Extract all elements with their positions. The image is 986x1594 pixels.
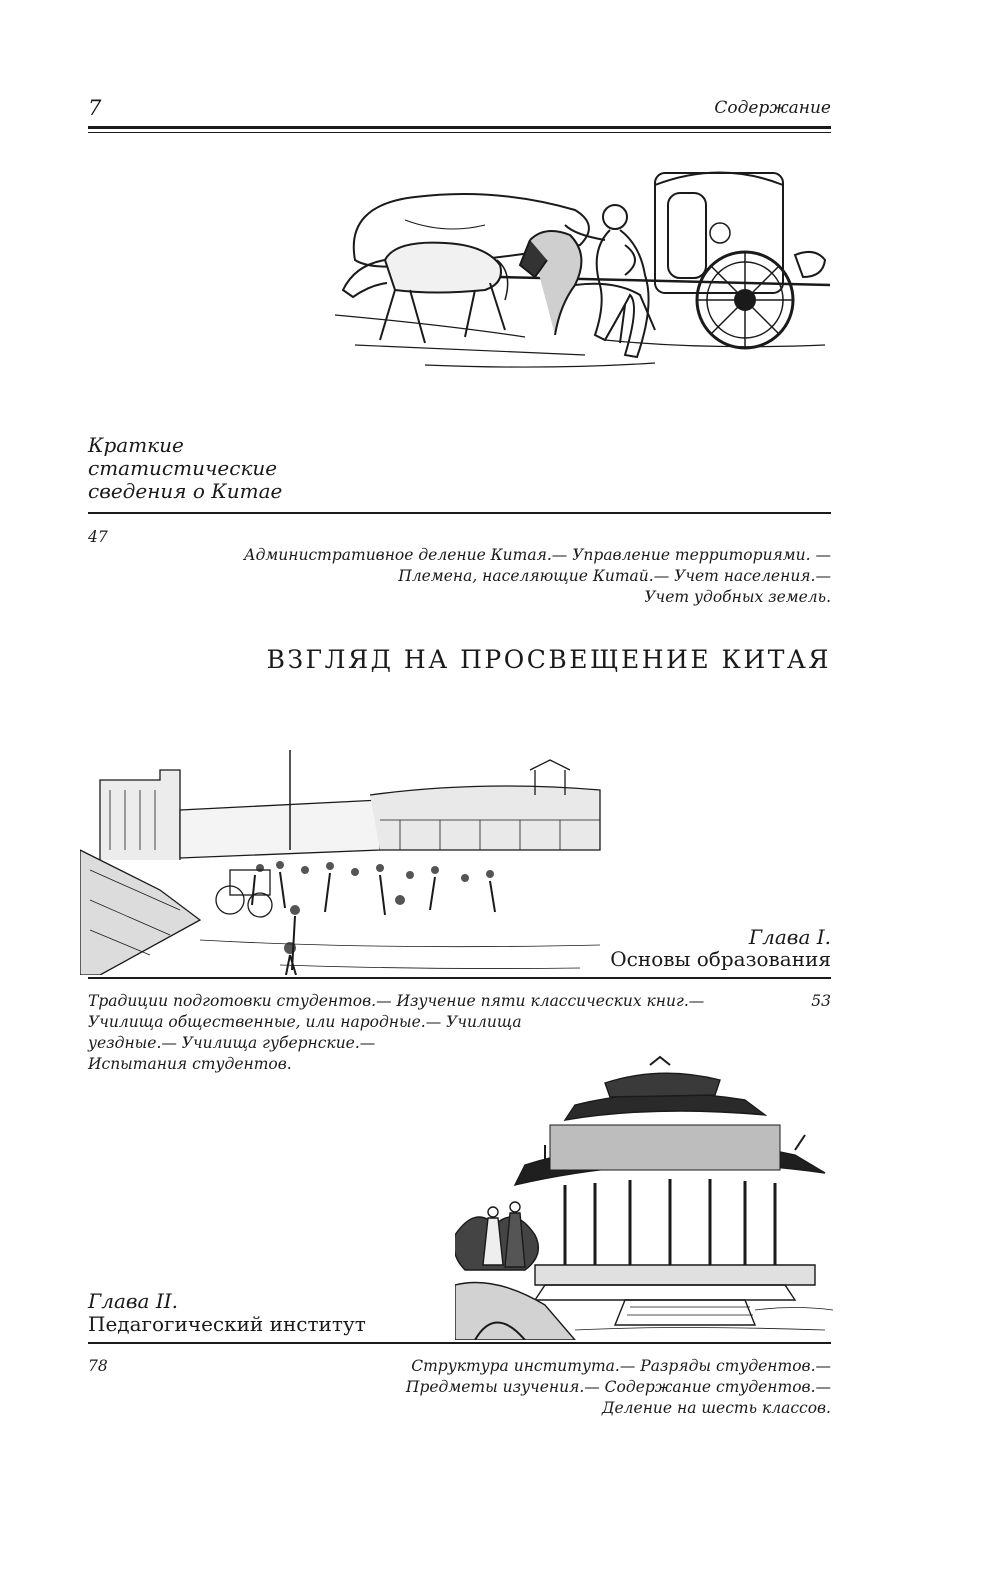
- summary-line: Структура института.— Разряды студентов.—: [411, 1357, 831, 1375]
- page-number: 7: [88, 96, 102, 120]
- section-stats-title-line: Краткие: [88, 433, 184, 457]
- pavilion-illustration: [455, 1055, 835, 1340]
- summary-line: Предметы изучения.— Содержание студентов.—: [405, 1378, 831, 1396]
- chapter2-title: Педагогический институт: [88, 1312, 366, 1336]
- summary-line: Учет удобных земель.: [644, 588, 831, 606]
- summary-line: уездные.— Училища губернские.—: [88, 1034, 376, 1052]
- section-stats-title: [88, 434, 282, 503]
- running-title: Содержание: [714, 98, 831, 118]
- chapter2-page: 78: [88, 1357, 108, 1375]
- chapter1-page: 53: [811, 992, 831, 1010]
- part-title: ВЗГЛЯД НА ПРОСВЕЩЕНИЕ КИТАЯ: [266, 645, 831, 674]
- chapter2-rule: [88, 1342, 831, 1344]
- summary-line: Административное деление Китая.— Управление территориями. —: [243, 546, 831, 564]
- summary-line: Испытания студентов.: [88, 1055, 292, 1073]
- summary-line: Деление на шесть классов.: [601, 1399, 831, 1417]
- chapter1-title: Основы образования: [610, 947, 831, 971]
- section-stats-rule: [88, 512, 831, 514]
- header-rule-thick: [88, 126, 831, 129]
- section-stats-title-line: статистические: [88, 456, 278, 480]
- chapter2-summary: [311, 1356, 831, 1419]
- section-stats-page: 47: [88, 528, 108, 546]
- summary-line: Племена, населяющие Китай.— Учет населения.—: [398, 567, 831, 585]
- chapter1-rule: [88, 977, 831, 979]
- street-scene-illustration: [80, 740, 615, 975]
- summary-line: Училища общественные, или народные.— Училища: [88, 1013, 522, 1031]
- chapter1-label: Глава I.: [748, 925, 831, 949]
- horse-cart-illustration: [325, 165, 835, 380]
- section-stats-summary: [231, 545, 831, 608]
- chapter2-label: Глава II.: [88, 1289, 178, 1313]
- section-stats-title-line: сведения о Китае: [88, 479, 283, 503]
- header-rule-thin: [88, 132, 831, 133]
- summary-line: Традиции подготовки студентов.— Изучение пяти классических книг.—: [88, 992, 705, 1010]
